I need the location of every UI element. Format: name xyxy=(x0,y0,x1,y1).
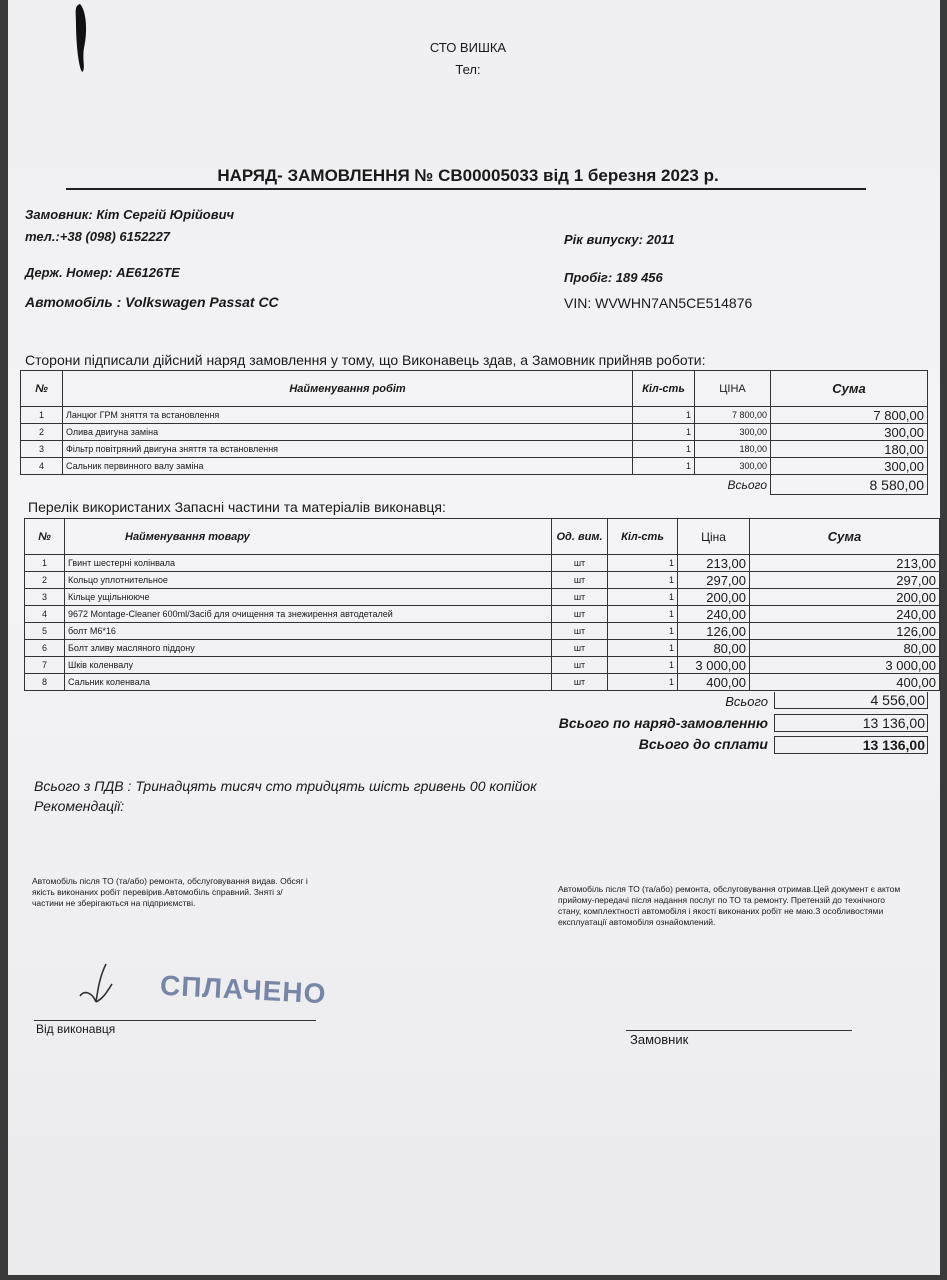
product-qty: 1 xyxy=(608,606,678,623)
order-total: 13 136,00 xyxy=(774,714,928,732)
table-row xyxy=(21,407,928,424)
row-number: 3 xyxy=(25,589,65,606)
work-name: Сальник первинного валу заміна xyxy=(63,458,633,475)
product-name: Гвинт шестерні колінвала xyxy=(65,555,552,572)
col-qty: Кіл-сть xyxy=(633,371,695,407)
title-rule xyxy=(66,188,866,190)
product-unit: шт xyxy=(552,606,608,623)
product-name: Сальник коленвала xyxy=(65,674,552,691)
product-name: болт М6*16 xyxy=(65,623,552,640)
table-row xyxy=(21,424,928,441)
work-qty: 1 xyxy=(633,407,695,424)
work-sum: 300,00 xyxy=(771,458,928,475)
table-row xyxy=(25,555,940,572)
parts-intro: Перелік використаних Запасні частини та матеріалів виконавця: xyxy=(28,499,446,515)
col-product-name: Найменування товару xyxy=(65,519,552,555)
works-header-row xyxy=(21,371,928,407)
pay-total: 13 136,00 xyxy=(774,736,928,754)
product-unit: шт xyxy=(552,640,608,657)
product-price: 80,00 xyxy=(678,640,750,657)
work-sum: 180,00 xyxy=(771,441,928,458)
product-name: 9672 Montage-Cleaner 600ml/Засіб для очищення та знежирення автодеталей xyxy=(65,606,552,623)
car-mileage: Пробіг: 189 456 xyxy=(564,270,663,285)
works-total-label: Всього xyxy=(695,475,771,495)
table-row xyxy=(25,572,940,589)
table-row xyxy=(25,623,940,640)
work-sum: 300,00 xyxy=(771,424,928,441)
product-unit: шт xyxy=(552,572,608,589)
product-sum: 126,00 xyxy=(750,623,940,640)
row-number: 2 xyxy=(21,424,63,441)
col-sum: Сума xyxy=(771,371,928,407)
product-sum: 213,00 xyxy=(750,555,940,572)
product-unit: шт xyxy=(552,657,608,674)
product-qty: 1 xyxy=(608,623,678,640)
row-number: 2 xyxy=(25,572,65,589)
product-qty: 1 xyxy=(608,589,678,606)
car-model: Автомобіль : Volkswagen Passat CC xyxy=(25,294,279,310)
product-price: 400,00 xyxy=(678,674,750,691)
works-intro: Сторони підписали дійсний наряд замовлення у тому, що Виконавець здав, а Замовник прийняв роботи: xyxy=(25,352,706,368)
phone-label: Тел: xyxy=(455,62,481,77)
product-sum: 3 000,00 xyxy=(750,657,940,674)
work-price: 7 800,00 xyxy=(695,407,771,424)
executor-signature-line xyxy=(34,1020,316,1021)
row-number: 6 xyxy=(25,640,65,657)
client-note: Автомобіль після ТО (та/або) ремонта, обслуговування отримав.Цей документ є актом прийому-передачі після надання послуг по ТО та ремонту. Претензій до технічного стану, комплектності автомобіля і якості виконаних робіт не маю.З особливостями експлуатації автомобіля ознайомлений. xyxy=(558,884,901,927)
parts-header-row xyxy=(25,519,940,555)
table-row xyxy=(25,657,940,674)
car-year: Рік випуску: 2011 xyxy=(564,232,675,247)
table-row xyxy=(25,606,940,623)
table-row xyxy=(25,589,940,606)
row-number: 1 xyxy=(21,407,63,424)
product-price: 213,00 xyxy=(678,555,750,572)
product-qty: 1 xyxy=(608,640,678,657)
document-page xyxy=(8,0,940,1275)
col-unit: Од. вим. xyxy=(552,519,608,555)
page-title: НАРЯД- ЗАМОВЛЕННЯ № СВ00005033 від 1 березня 2023 р. xyxy=(217,166,719,185)
product-unit: шт xyxy=(552,555,608,572)
row-number: 4 xyxy=(21,458,63,475)
product-price: 200,00 xyxy=(678,589,750,606)
executor-note: Автомобіль після ТО (та/або) ремонта, обслуговування видав. Обсяг і якість виконаних робіт перевірив.Автомобіль справний. Зняті з/частини не зберігаються на підприємстві. xyxy=(32,876,308,908)
vat-text: Всього з ПДВ : Тринадцять тисяч сто тридцять шість гривень 00 копійок xyxy=(34,778,537,794)
work-qty: 1 xyxy=(633,441,695,458)
work-price: 300,00 xyxy=(695,458,771,475)
work-qty: 1 xyxy=(633,458,695,475)
product-unit: шт xyxy=(552,623,608,640)
row-number: 1 xyxy=(25,555,65,572)
table-row xyxy=(25,674,940,691)
works-table xyxy=(20,370,928,495)
product-sum: 200,00 xyxy=(750,589,940,606)
shop-name: СТО ВИШКА xyxy=(429,40,507,55)
table-row xyxy=(21,441,928,458)
product-unit: шт xyxy=(552,674,608,691)
order-total-label: Всього по наряд-замовленню xyxy=(558,715,768,731)
product-sum: 297,00 xyxy=(750,572,940,589)
paid-stamp: СПЛАЧЕНО xyxy=(159,969,328,1010)
col-sum: Сума xyxy=(750,519,940,555)
product-price: 240,00 xyxy=(678,606,750,623)
work-name: Оливa двигуна заміна xyxy=(63,424,633,441)
table-row xyxy=(21,458,928,475)
work-name: Фільтр повітряний двигуна зняття та встановлення xyxy=(63,441,633,458)
parts-total-label: Всього xyxy=(725,694,768,709)
product-qty: 1 xyxy=(608,674,678,691)
customer-phone: тел.:+38 (098) 6152227 xyxy=(25,229,171,244)
client-signature-line xyxy=(626,1030,852,1031)
product-qty: 1 xyxy=(608,572,678,589)
product-price: 3 000,00 xyxy=(678,657,750,674)
car-vin: VIN: WVWHN7AN5CE514876 xyxy=(564,295,753,311)
client-label: Замовник xyxy=(630,1032,689,1047)
car-plate: Держ. Номер: АЕ6126ТЕ xyxy=(25,265,180,280)
works-total: 8 580,00 xyxy=(771,475,928,495)
col-work-name: Найменування робіт xyxy=(63,371,633,407)
work-sum: 7 800,00 xyxy=(771,407,928,424)
executor-signature xyxy=(78,962,138,1012)
col-number: № xyxy=(21,371,63,407)
table-row xyxy=(25,640,940,657)
product-price: 297,00 xyxy=(678,572,750,589)
work-name: Ланцюг ГРМ зняття та встановлення xyxy=(63,407,633,424)
col-qty: Кіл-сть xyxy=(608,519,678,555)
recommendations-label: Рекомендації: xyxy=(34,798,125,814)
row-number: 8 xyxy=(25,674,65,691)
pay-label: Всього до сплати xyxy=(638,736,768,752)
work-price: 300,00 xyxy=(695,424,771,441)
product-name: Болт зливу масляного піддону xyxy=(65,640,552,657)
product-name: Шків коленвалу xyxy=(65,657,552,674)
ink-blot xyxy=(70,0,96,72)
product-unit: шт xyxy=(552,589,608,606)
work-price: 180,00 xyxy=(695,441,771,458)
customer-name: Замовник: Кіт Сергій Юрійович xyxy=(25,207,235,222)
product-qty: 1 xyxy=(608,657,678,674)
row-number: 3 xyxy=(21,441,63,458)
product-sum: 240,00 xyxy=(750,606,940,623)
work-qty: 1 xyxy=(633,424,695,441)
product-qty: 1 xyxy=(608,555,678,572)
works-total-row xyxy=(21,475,928,495)
row-number: 7 xyxy=(25,657,65,674)
executor-label: Від виконавця xyxy=(36,1022,116,1036)
col-number: № xyxy=(25,519,65,555)
parts-total: 4 556,00 xyxy=(774,692,928,709)
row-number: 4 xyxy=(25,606,65,623)
product-sum: 400,00 xyxy=(750,674,940,691)
product-sum: 80,00 xyxy=(750,640,940,657)
col-price: ЦІНА xyxy=(695,371,771,407)
parts-table xyxy=(24,518,940,691)
row-number: 5 xyxy=(25,623,65,640)
product-name: Кольцо уплотнительное xyxy=(65,572,552,589)
col-price: Ціна xyxy=(678,519,750,555)
product-price: 126,00 xyxy=(678,623,750,640)
product-name: Кільце ущільнююче xyxy=(65,589,552,606)
